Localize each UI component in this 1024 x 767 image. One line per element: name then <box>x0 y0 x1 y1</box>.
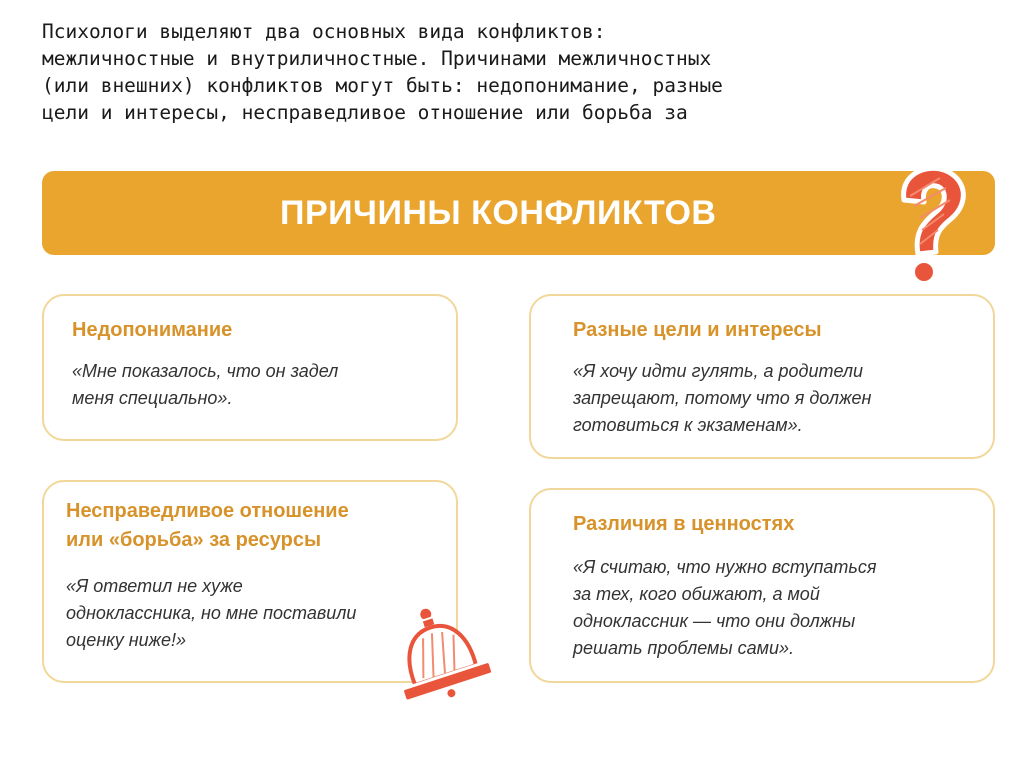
card-quote <box>573 358 871 439</box>
card-title-line: Несправедливое отношение <box>66 500 349 522</box>
card-quote-line: меня специально». <box>72 388 233 408</box>
intro-line: Психологи выделяют два основных вида конфликтов: <box>42 20 606 43</box>
card-title-line: Различия в ценностях <box>573 513 795 535</box>
card-misunderstanding <box>42 294 458 441</box>
card-quote-line: «Мне показалось, что он задел <box>72 361 339 381</box>
intro-paragraph <box>42 18 1002 126</box>
intro-line: (или внешних) конфликтов могут быть: недопонимание, разные <box>42 74 723 97</box>
card-quote-line: «Я хочу идти гулять, а родители <box>573 361 864 381</box>
card-quote-line: одноклассник — что они должны <box>573 611 856 631</box>
card-quote-line: «Я ответил не хуже <box>66 576 243 596</box>
card-quote-line: «Я считаю, что нужно вступаться <box>573 557 877 577</box>
card-quote-line: за тех, кого обижают, а мой <box>573 584 820 604</box>
card-quote-line: решать проблемы сами». <box>573 638 795 658</box>
card-quote <box>66 573 356 654</box>
card-title <box>573 510 794 539</box>
intro-line: цели и интересы, несправедливое отношение или борьба за <box>42 101 688 124</box>
question-mark-icon <box>880 160 976 290</box>
card-different-goals <box>529 294 995 459</box>
card-quote <box>573 554 876 662</box>
card-title <box>66 497 349 555</box>
card-quote-line: оценку ниже!» <box>66 630 187 650</box>
banner <box>42 171 995 255</box>
card-title <box>72 316 232 345</box>
card-quote <box>72 358 338 412</box>
card-title <box>573 316 822 345</box>
card-quote-line: готовиться к экзаменам». <box>573 415 803 435</box>
card-title-line: Разные цели и интересы <box>573 319 822 341</box>
intro-line: межличностные и внутриличностные. Причинами межличностных <box>42 47 712 70</box>
card-quote-line: одноклассника, но мне поставили <box>66 603 357 623</box>
card-title-line: Недопонимание <box>72 319 233 341</box>
bell-icon <box>378 598 503 708</box>
card-quote-line: запрещают, потому что я должен <box>573 388 872 408</box>
card-value-differences <box>529 488 995 683</box>
banner-title: ПРИЧИНЫ КОНФЛИКТОВ <box>280 194 717 232</box>
card-title-line: или «борьба» за ресурсы <box>66 529 322 551</box>
